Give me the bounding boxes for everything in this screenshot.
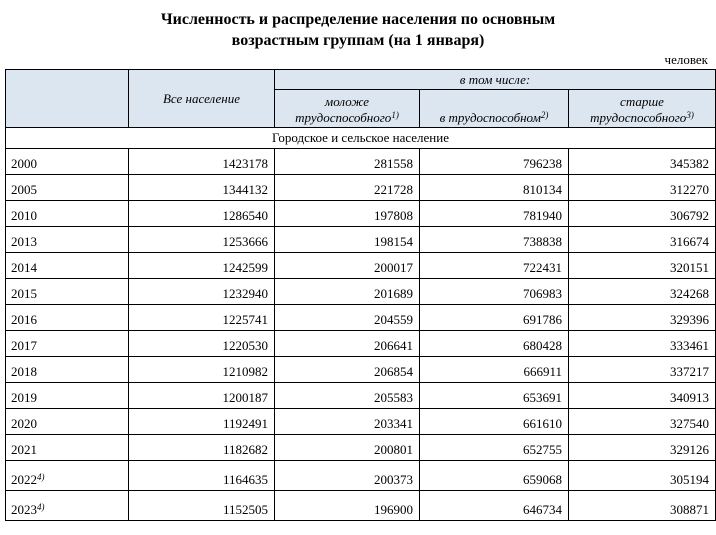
- working-value: 653691: [420, 383, 569, 409]
- header-over-label: старше трудоспособного: [590, 94, 687, 125]
- working-value: 691786: [420, 305, 569, 331]
- header-under-label: моложе трудоспособного: [295, 94, 392, 125]
- over-value: 333461: [569, 331, 716, 357]
- table-row: [6, 491, 716, 521]
- table-row: [6, 149, 716, 175]
- year-value: 2000: [11, 156, 37, 171]
- header-working-label: в трудоспособном: [439, 110, 541, 125]
- table-row: [6, 227, 716, 253]
- total-value: 1225741: [129, 305, 275, 331]
- working-value: 680428: [420, 331, 569, 357]
- header-over-working-age: [569, 90, 716, 128]
- under-value: 198154: [275, 227, 420, 253]
- under-value: 206641: [275, 331, 420, 357]
- over-value: 305194: [569, 461, 716, 491]
- year-cell: [6, 461, 129, 491]
- working-value: 652755: [420, 435, 569, 461]
- table-row: [6, 253, 716, 279]
- table-header: [6, 70, 716, 128]
- over-value: 308871: [569, 491, 716, 521]
- year-value: 2016: [11, 312, 37, 327]
- year-cell: [6, 491, 129, 521]
- section-label: Городское и сельское население: [6, 128, 716, 149]
- year-value: 2005: [11, 182, 37, 197]
- under-value: 221728: [275, 175, 420, 201]
- year-cell: [6, 305, 129, 331]
- year-value: 2020: [11, 416, 37, 431]
- population-table: [5, 69, 716, 521]
- over-value: 340913: [569, 383, 716, 409]
- year-value: 2010: [11, 208, 37, 223]
- table-row: [6, 279, 716, 305]
- year-value: 2022: [11, 472, 37, 487]
- header-over-footnote: 3): [686, 110, 694, 120]
- under-value: 200017: [275, 253, 420, 279]
- table-row: [6, 175, 716, 201]
- under-value: 281558: [275, 149, 420, 175]
- working-value: 796238: [420, 149, 569, 175]
- year-cell: [6, 149, 129, 175]
- under-value: 197808: [275, 201, 420, 227]
- title-line-1: Численность и распределение населения по основным: [160, 11, 556, 28]
- under-value: 206854: [275, 357, 420, 383]
- title-line-2: возрастным группам (на 1 января): [231, 32, 485, 49]
- working-value: 646734: [420, 491, 569, 521]
- working-value: 661610: [420, 409, 569, 435]
- page-title: [0, 9, 716, 51]
- working-value: 666911: [420, 357, 569, 383]
- over-value: 329396: [569, 305, 716, 331]
- table-row: [6, 357, 716, 383]
- total-value: 1286540: [129, 201, 275, 227]
- table-row: [6, 435, 716, 461]
- unit-label: человек: [664, 52, 708, 67]
- working-value: 810134: [420, 175, 569, 201]
- year-value: 2014: [11, 260, 37, 275]
- under-value: 200801: [275, 435, 420, 461]
- year-footnote: 4): [37, 472, 45, 482]
- year-cell: [6, 227, 129, 253]
- total-value: 1232940: [129, 279, 275, 305]
- under-value: 203341: [275, 409, 420, 435]
- year-value: 2013: [11, 234, 37, 249]
- total-value: 1220530: [129, 331, 275, 357]
- header-working-footnote: 2): [540, 110, 549, 120]
- total-value: 1344132: [129, 175, 275, 201]
- year-value: 2019: [11, 390, 37, 405]
- header-group: в том числе:: [275, 70, 716, 90]
- year-cell: [6, 201, 129, 227]
- total-value: 1200187: [129, 383, 275, 409]
- table-row: [6, 331, 716, 357]
- header-under-footnote: 1): [391, 110, 399, 120]
- year-value: 2017: [11, 338, 37, 353]
- over-value: 337217: [569, 357, 716, 383]
- year-cell: [6, 409, 129, 435]
- year-cell: [6, 435, 129, 461]
- header-working-age: [420, 90, 569, 128]
- year-value: 2021: [11, 442, 37, 457]
- over-value: 306792: [569, 201, 716, 227]
- table-row: [6, 461, 716, 491]
- over-value: 312270: [569, 175, 716, 201]
- total-value: 1210982: [129, 357, 275, 383]
- over-value: 324268: [569, 279, 716, 305]
- table-row: [6, 409, 716, 435]
- year-cell: [6, 175, 129, 201]
- header-under-working-age: [275, 90, 420, 128]
- under-value: 205583: [275, 383, 420, 409]
- working-value: 706983: [420, 279, 569, 305]
- working-value: 738838: [420, 227, 569, 253]
- total-value: 1192491: [129, 409, 275, 435]
- year-cell: [6, 331, 129, 357]
- under-value: 196900: [275, 491, 420, 521]
- total-value: 1182682: [129, 435, 275, 461]
- table-body: [6, 128, 716, 521]
- over-value: 329126: [569, 435, 716, 461]
- year-value: 2018: [11, 364, 37, 379]
- year-cell: [6, 279, 129, 305]
- over-value: 345382: [569, 149, 716, 175]
- total-value: 1242599: [129, 253, 275, 279]
- over-value: 327540: [569, 409, 716, 435]
- working-value: 781940: [420, 201, 569, 227]
- under-value: 201689: [275, 279, 420, 305]
- over-value: 320151: [569, 253, 716, 279]
- under-value: 200373: [275, 461, 420, 491]
- total-value: 1152505: [129, 491, 275, 521]
- under-value: 204559: [275, 305, 420, 331]
- total-value: 1253666: [129, 227, 275, 253]
- year-cell: [6, 253, 129, 279]
- total-value: 1164635: [129, 461, 275, 491]
- over-value: 316674: [569, 227, 716, 253]
- header-year-cell: [6, 70, 129, 128]
- year-footnote: 4): [37, 502, 45, 512]
- working-value: 722431: [420, 253, 569, 279]
- year-value: 2015: [11, 286, 37, 301]
- table-row: [6, 383, 716, 409]
- table-row: [6, 201, 716, 227]
- table-row: [6, 305, 716, 331]
- working-value: 659068: [420, 461, 569, 491]
- total-value: 1423178: [129, 149, 275, 175]
- year-cell: [6, 383, 129, 409]
- year-value: 2023: [11, 502, 37, 517]
- year-cell: [6, 357, 129, 383]
- header-total: Все население: [129, 70, 275, 128]
